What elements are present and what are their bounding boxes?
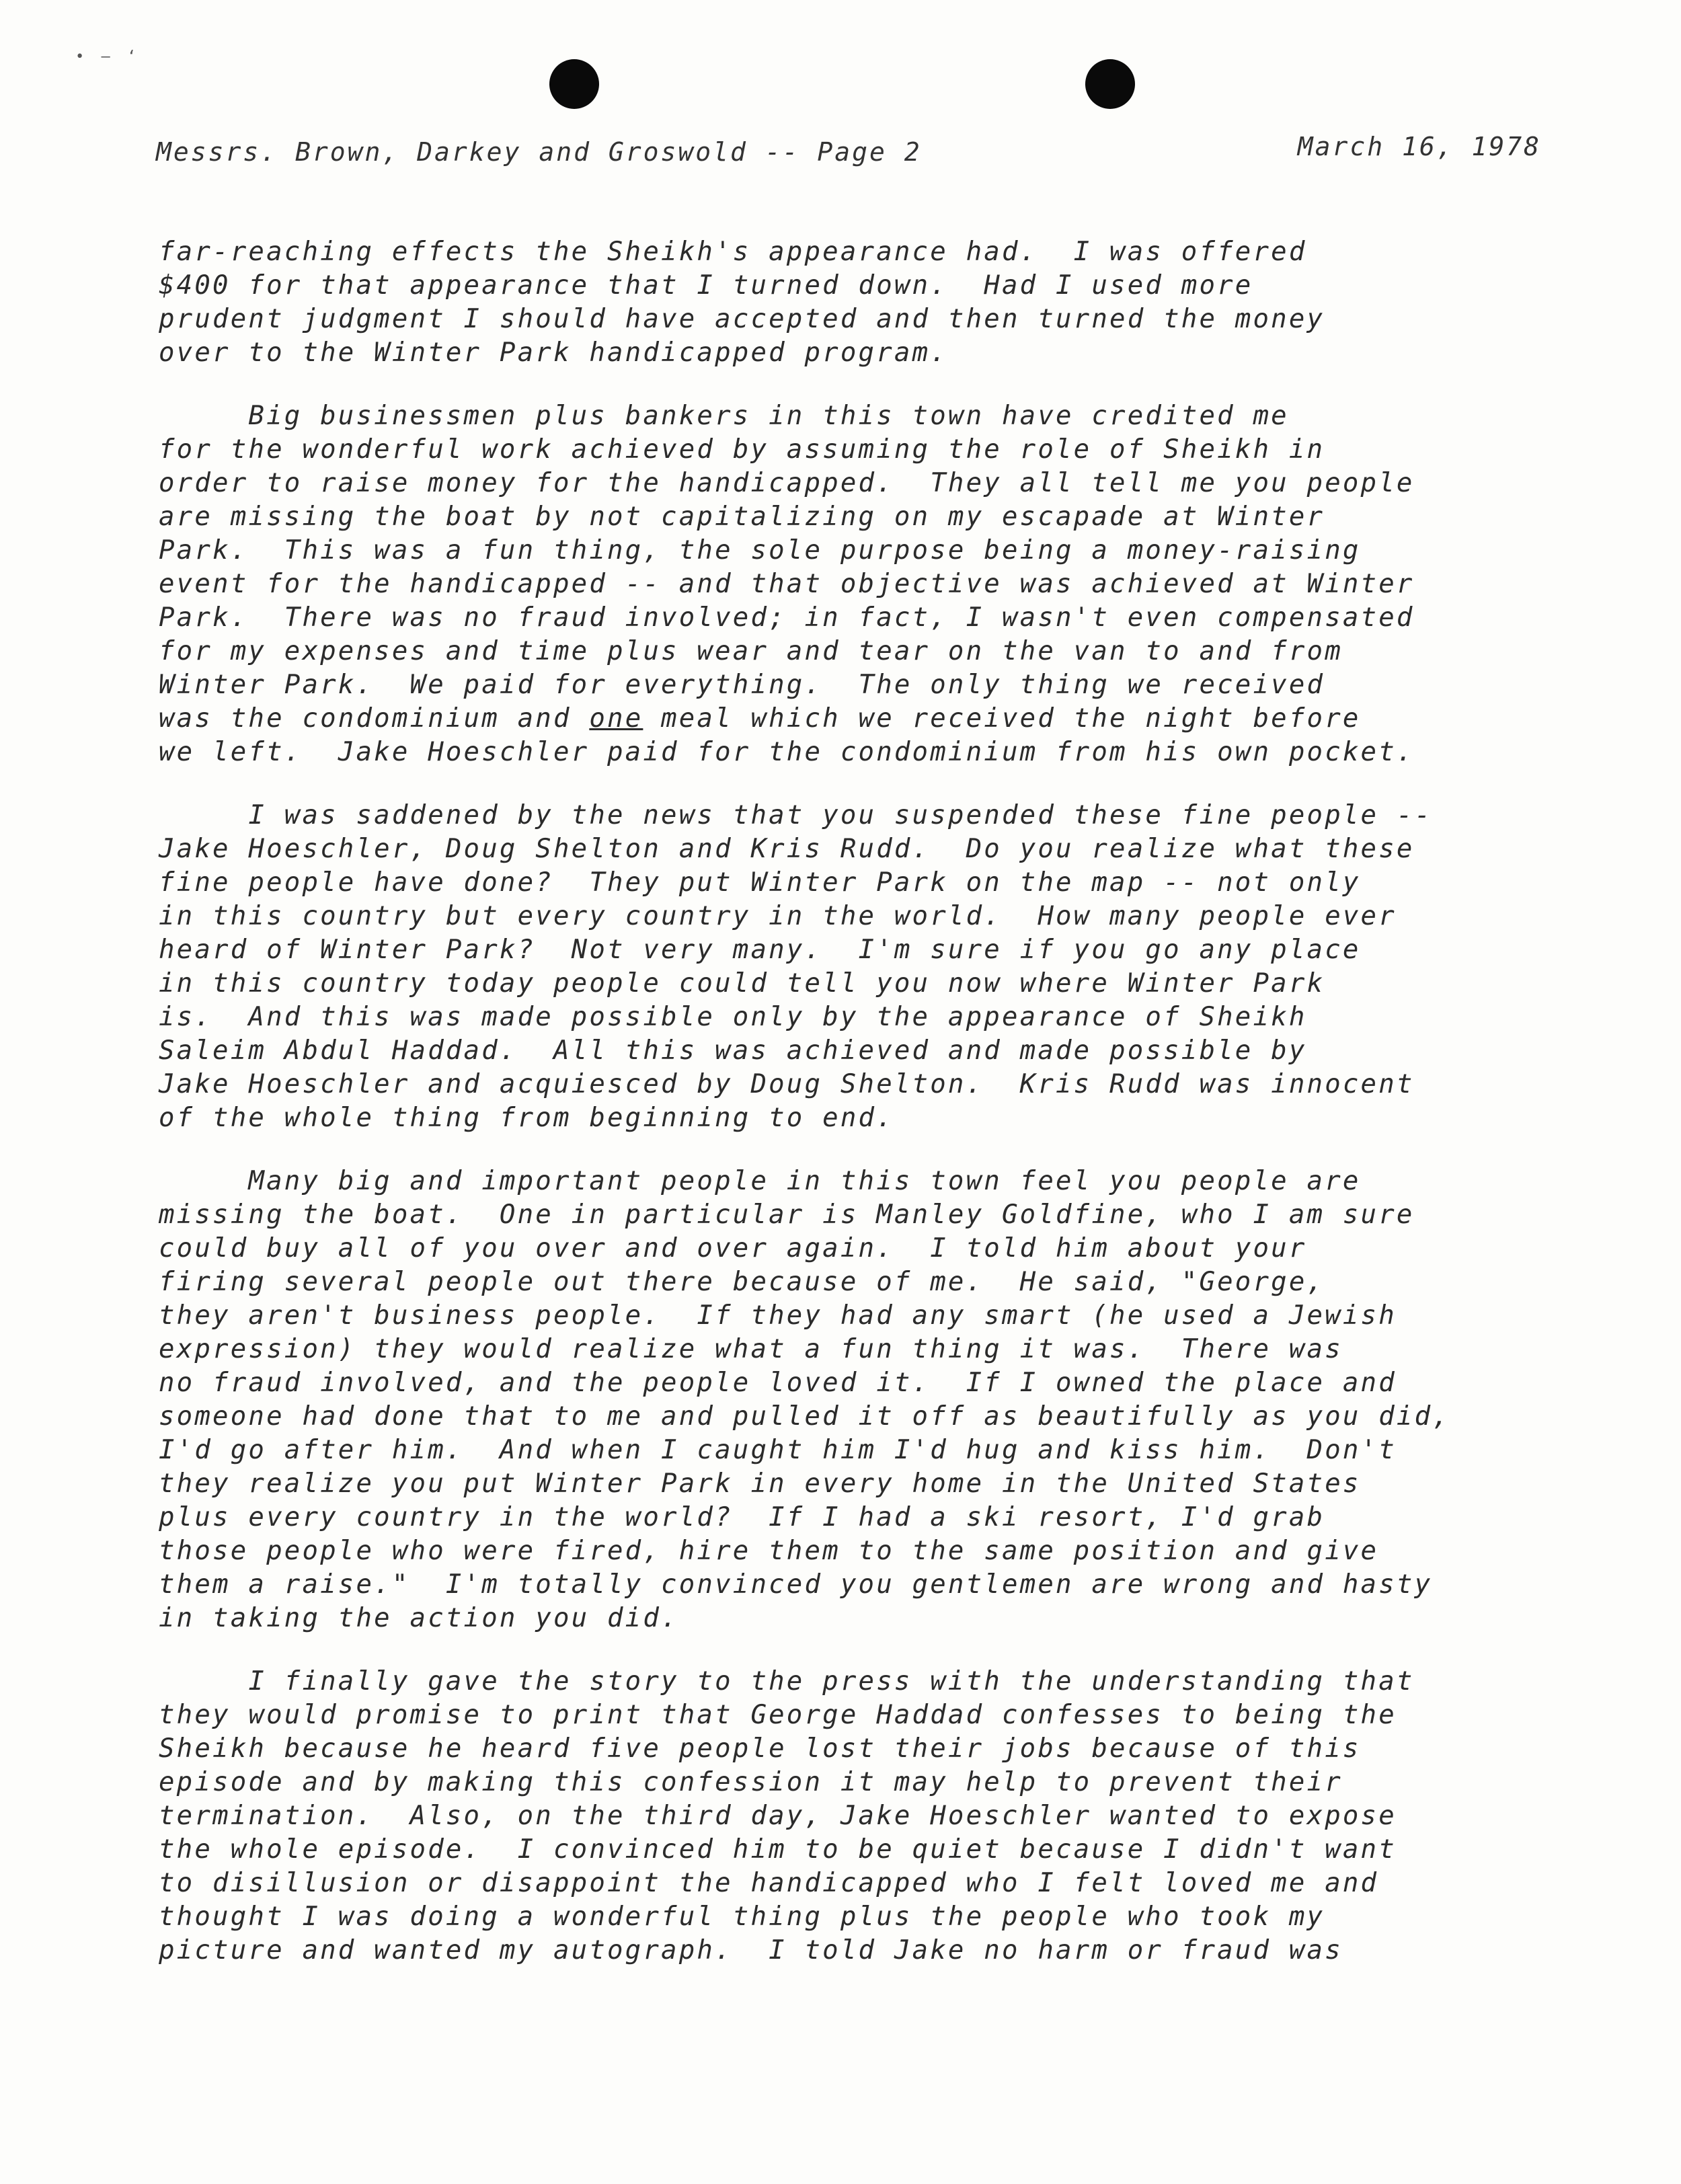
text-line: Saleim Abdul Haddad. All this was achieved and made possible by [159,1036,1307,1066]
punch-hole-left [549,59,599,109]
text-line: they aren't business people. If they had any smart (he used a Jewish [159,1300,1397,1331]
text-line: those people who were fired, hire them to the same position and give [159,1536,1379,1566]
text-line: I was saddened by the news that you suspended these fine people -- [159,800,1433,830]
text-line: I'd go after him. And when I caught him I'd hug and kiss him. Don't [159,1435,1397,1465]
text-line: to disillusion or disappoint the handicapped who I felt loved me and [159,1868,1379,1898]
text-line: event for the handicapped -- and that objective was achieved at Winter [159,569,1415,599]
text-line: plus every country in the world? If I had a ski resort, I'd grab [159,1502,1325,1532]
corner-smudge: • – ‘ [75,48,141,65]
text-line: Winter Park. We paid for everything. The only thing we received [159,670,1325,700]
text-line: fine people have done? They put Winter Park on the map -- not only [159,867,1361,898]
text-line: for my expenses and time plus wear and tear on the van to and from [159,636,1343,666]
underlined-word: one [589,703,643,734]
text-line-underlined [159,702,1591,736]
text-line: the whole episode. I convinced him to be quiet because I didn't want [159,1834,1397,1865]
text-line: we left. Jake Hoeschler paid for the condominium from his own pocket. [159,737,1415,767]
text-line: far-reaching effects the Sheikh's appearance had. I was offered [159,237,1307,267]
text-line: are missing the boat by not capitalizing on my escapade at Winter [159,502,1325,532]
text-line: order to raise money for the handicapped. They all tell me you people [159,468,1415,498]
text-line: Sheikh because he heard five people lost their jobs because of this [159,1733,1361,1764]
text-line: termination. Also, on the third day, Jake Hoeschler wanted to expose [159,1801,1397,1831]
text-segment: was the condominium and [159,703,590,734]
text-line: in this country but every country in the world. How many people ever [159,901,1397,931]
paragraph-5 [159,1665,1591,1967]
text-line: firing several people out there because of me. He said, "George, [159,1267,1325,1297]
text-line: of the whole thing from beginning to end. [159,1103,894,1133]
text-line: expression) they would realize what a fun thing it was. There was [159,1334,1343,1364]
text-line: could buy all of you over and over again. I told him about your [159,1233,1307,1263]
text-line: episode and by making this confession it may help to prevent their [159,1767,1343,1797]
punch-hole-right [1085,59,1135,109]
text-line: Big businessmen plus bankers in this town have credited me [159,401,1289,431]
text-line: over to the Winter Park handicapped program. [159,338,948,368]
text-line: thought I was doing a wonderful thing plus the people who took my [159,1902,1325,1932]
paragraph-1 [159,235,1591,370]
text-line: in taking the action you did. [159,1603,679,1633]
text-line: Park. This was a fun thing, the sole purpose being a money-raising [159,535,1361,566]
text-line: Jake Hoeschler, Doug Shelton and Kris Rudd. Do you realize what these [159,834,1415,864]
text-line: heard of Winter Park? Not very many. I'm sure if you go any place [159,935,1361,965]
text-line: picture and wanted my autograph. I told Jake no harm or fraud was [159,1935,1343,1965]
text-line: is. And this was made possible only by the appearance of Sheikh [159,1002,1307,1032]
text-line: in this country today people could tell you now where Winter Park [159,968,1325,999]
text-line: Park. There was no fraud involved; in fact, I wasn't even compensated [159,602,1415,633]
text-line: for the wonderful work achieved by assuming the role of Sheikh in [159,434,1325,465]
text-line: them a raise." I'm totally convinced you gentlemen are wrong and hasty [159,1569,1433,1600]
header-date: March 16, 1978 [1297,132,1541,161]
text-line: prudent judgment I should have accepted and then turned the money [159,304,1325,334]
letter-header [156,132,1541,178]
text-line: Many big and important people in this town feel you people are [159,1166,1361,1196]
text-line: they would promise to print that George Haddad confesses to being the [159,1700,1397,1730]
paragraph-4 [159,1165,1591,1635]
header-recipients: Messrs. Brown, Darkey and Groswold -- Page 2 [156,137,922,167]
text-line: no fraud involved, and the people loved it. If I owned the place and [159,1368,1397,1398]
text-line: I finally gave the story to the press with the understanding that [159,1666,1415,1696]
text-line: Jake Hoeschler and acquiesced by Doug Shelton. Kris Rudd was innocent [159,1069,1415,1099]
text-line: missing the boat. One in particular is Manley Goldfine, who I am sure [159,1200,1415,1230]
text-line: they realize you put Winter Park in every home in the United States [159,1469,1361,1499]
letter-body [159,235,1591,1997]
text-line: $400 for that appearance that I turned down. Had I used more [159,270,1253,301]
text-segment: meal which we received the night before [643,703,1361,734]
paragraph-2 [159,399,1591,769]
paragraph-3 [159,799,1591,1135]
text-line: someone had done that to me and pulled it off as beautifully as you did, [159,1401,1450,1432]
